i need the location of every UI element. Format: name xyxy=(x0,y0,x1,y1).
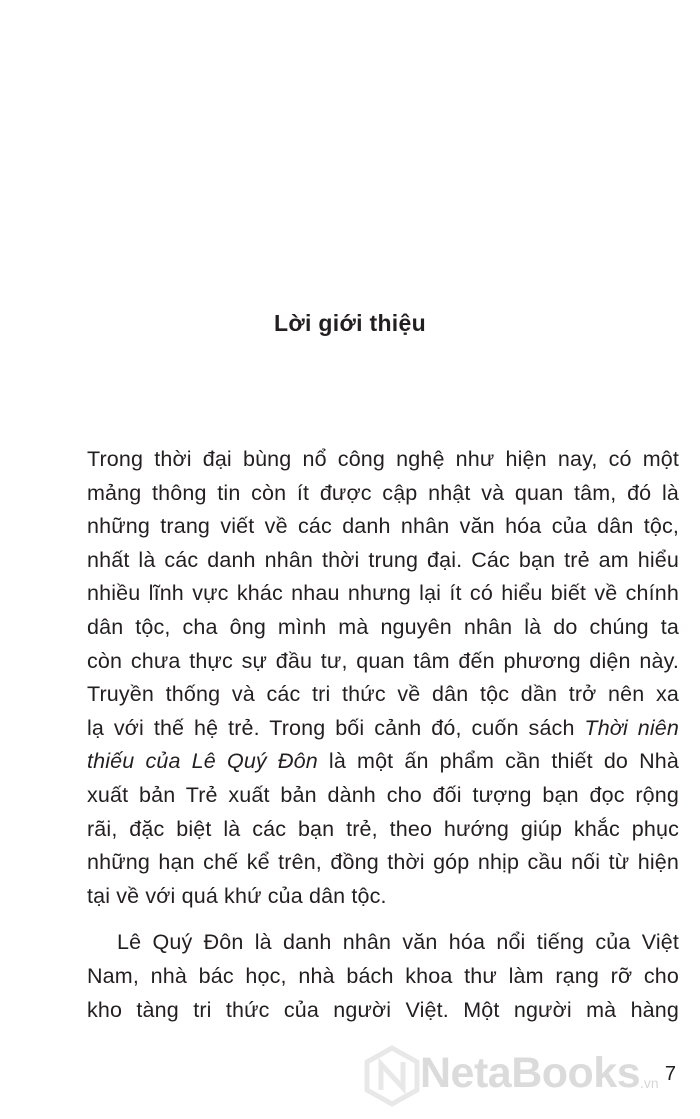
book-title: thiếu của Lê Quý Đôn xyxy=(87,749,318,774)
text-line: Lê Quý Đôn là danh nhân văn hóa nổi tiếng của Việt xyxy=(117,930,679,955)
text-line xyxy=(87,712,679,746)
watermark-suffix: .vn xyxy=(640,1075,659,1091)
text-line: rãi, đặc biệt là các bạn trẻ, theo hướng giúp khắc phục xyxy=(87,816,679,841)
book-title: Thời niên xyxy=(584,715,679,740)
text-line: Truyền thống và các tri thức về dân tộc dần trở nên xa xyxy=(87,682,679,707)
text-line: mảng thông tin còn ít được cập nhật và quan tâm, đó là xyxy=(87,480,679,505)
text-line: dân tộc, cha ông mình mà nguyên nhân là do chúng ta xyxy=(87,614,679,639)
text-line xyxy=(87,745,679,779)
intro-paragraph xyxy=(87,443,679,913)
text-segment: lạ với thế hệ trẻ. Trong bối cảnh đó, cuốn sách xyxy=(87,715,585,740)
text-line: nhiều lĩnh vực khác nhau nhưng lại ít có hiểu biết về chính xyxy=(87,581,679,606)
text-segment: là một ấn phẩm cần thiết do Nhà xyxy=(317,749,680,774)
text-line: những trang viết về các danh nhân văn hóa của dân tộc, xyxy=(87,514,679,539)
text-line: xuất bản Trẻ xuất bản dành cho đối tượng bạn đọc rộng xyxy=(87,782,679,807)
text-line: Trong thời đại bùng nổ công nghệ như hiện nay, có một xyxy=(87,447,679,471)
chapter-title: Lời giới thiệu xyxy=(274,310,426,336)
text-line: những hạn chế kể trên, đồng thời góp nhịp cầu nối từ hiện xyxy=(87,850,679,875)
body-text xyxy=(87,443,679,1027)
text-line: nhất là các danh nhân thời trung đại. Các bạn trẻ am hiểu xyxy=(87,547,679,572)
watermark-brand: NetaBooks xyxy=(420,1049,641,1097)
second-paragraph xyxy=(87,926,679,1027)
text-line: kho tàng tri thức của người Việt. Một người mà hàng xyxy=(87,997,679,1022)
text-line: Nam, nhà bác học, nhà bách khoa thư làm rạng rỡ cho xyxy=(87,963,679,988)
page-number: 7 xyxy=(664,1063,676,1085)
text-line: còn chưa thực sự đầu tư, quan tâm đến phương diện này. xyxy=(87,648,679,673)
text-line: tại về với quá khứ của dân tộc. xyxy=(87,883,387,908)
